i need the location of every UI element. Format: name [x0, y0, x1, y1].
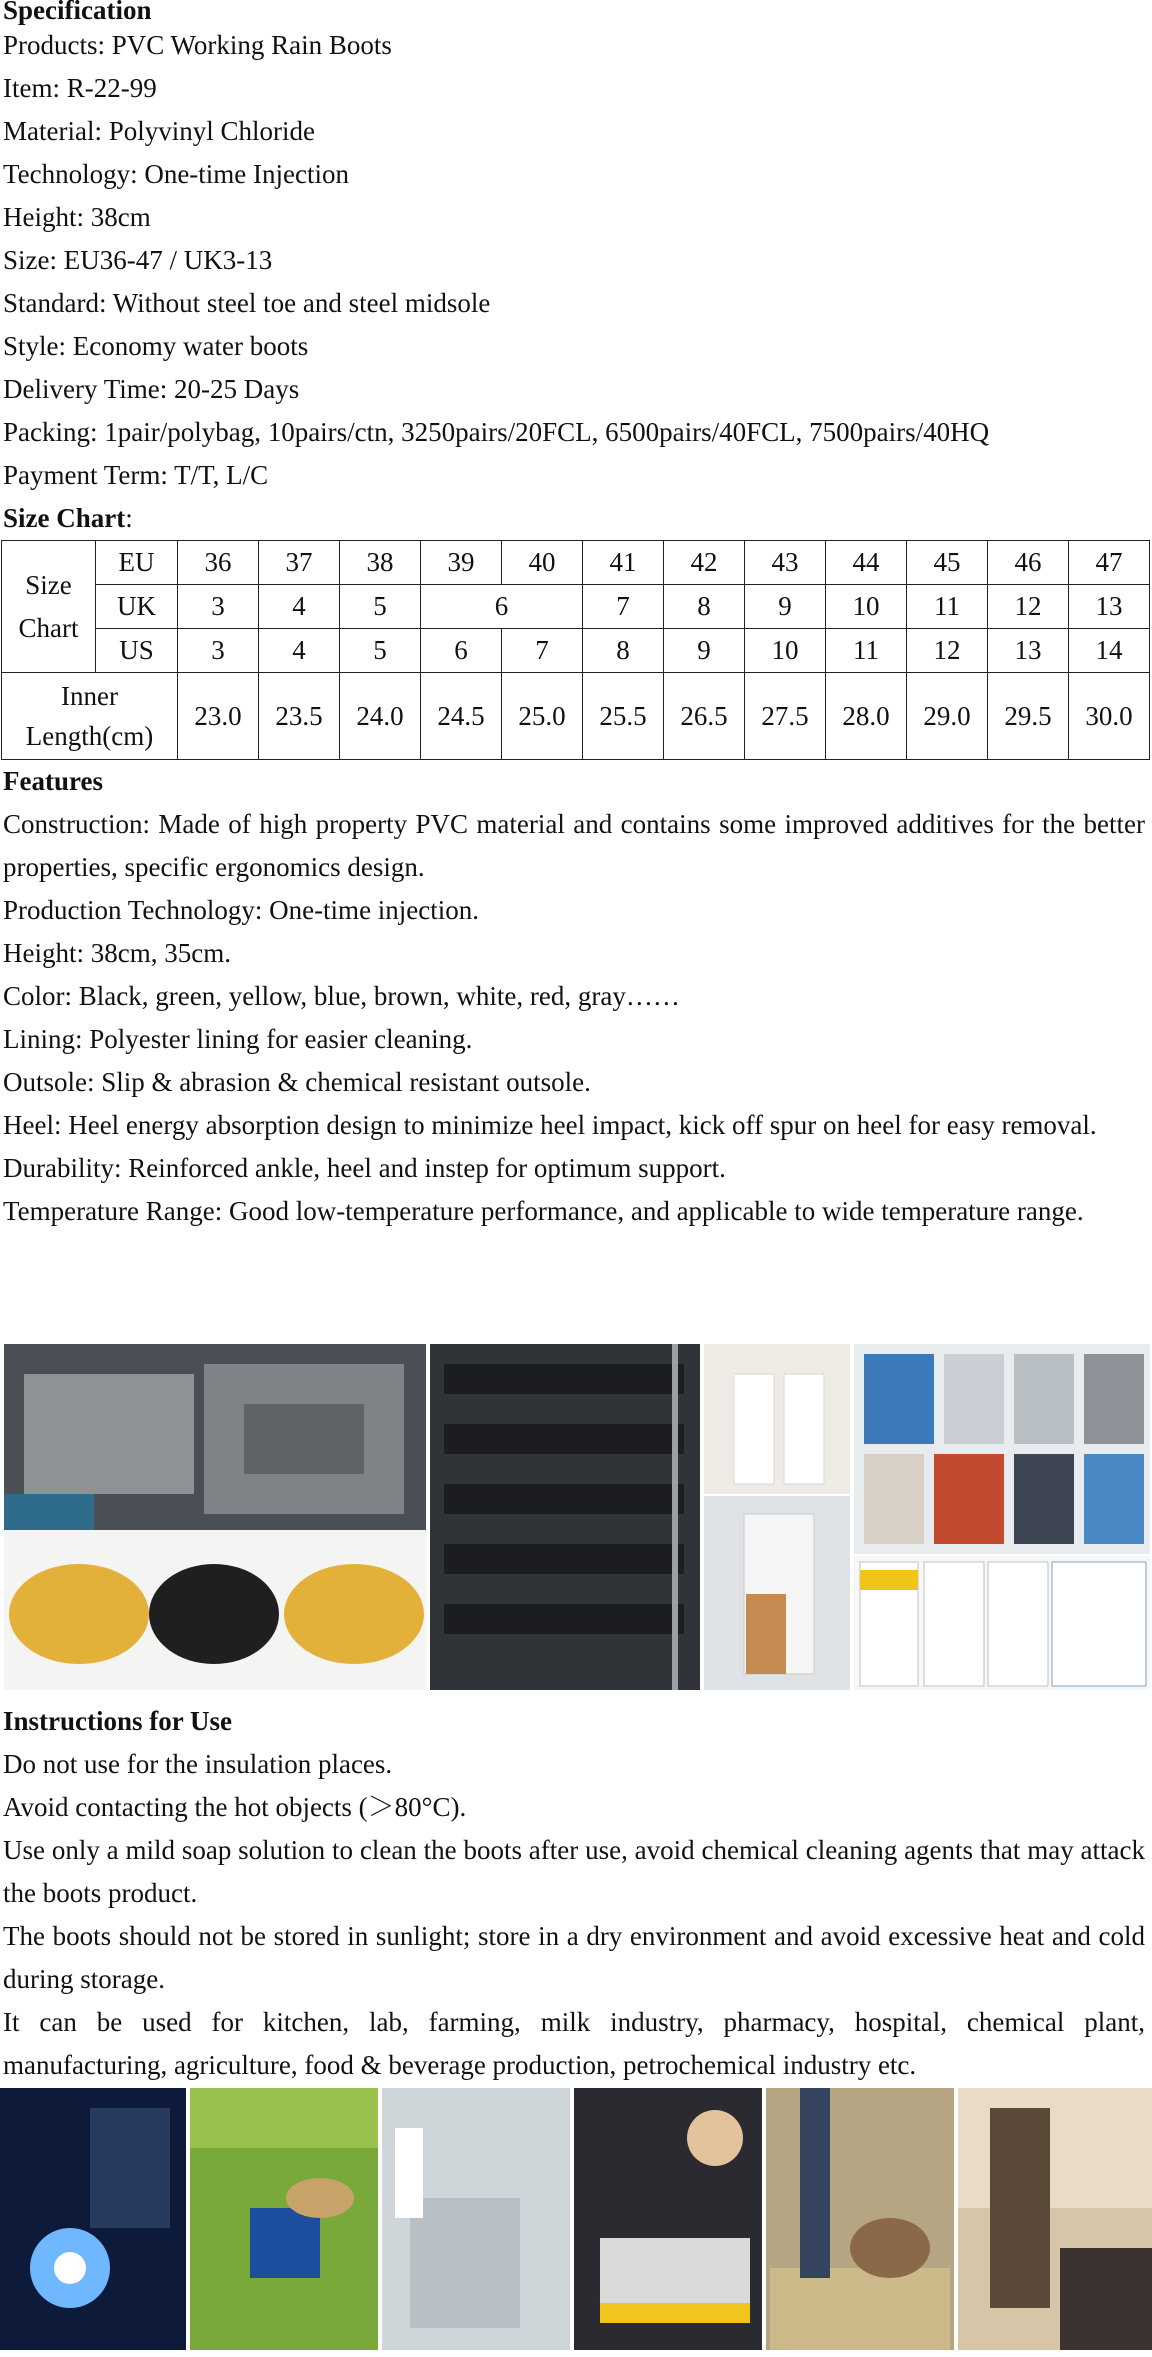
- instruction-item: It can be used for kitchen, lab, farming, milk industry, pharmacy, hospital, chemical plant, manufacturing, agriculture, food & beverage production, petrochemical industry etc.: [3, 2007, 1145, 2080]
- instructions-section: [3, 1700, 1145, 2087]
- features-list: [3, 803, 1145, 1233]
- eu-cell: 43: [745, 541, 826, 585]
- eu-cell: 39: [421, 541, 502, 585]
- eu-cell: 44: [826, 541, 907, 585]
- us-cell: 4: [259, 629, 340, 673]
- spec-line: Item: R-22-99: [3, 73, 157, 103]
- us-cell: 11: [826, 629, 907, 673]
- eu-cell: 47: [1069, 541, 1150, 585]
- features-heading: Features: [3, 766, 103, 796]
- us-cell: 12: [907, 629, 988, 673]
- eu-cell: 46: [988, 541, 1069, 585]
- feature-item: Construction: Made of high property PVC material and contains some improved additives for the better properties, specific ergonomics design.: [3, 809, 1145, 882]
- spec-line: Payment Term: T/T, L/C: [3, 460, 269, 490]
- inner-cell: 23.0: [178, 673, 259, 760]
- us-label: US: [96, 629, 178, 673]
- spec-line: Size: EU36-47 / UK3-13: [3, 245, 273, 275]
- us-cell: 13: [988, 629, 1069, 673]
- us-cell: 10: [745, 629, 826, 673]
- inner-cell: 24.5: [421, 673, 502, 760]
- feature-item: Height: 38cm, 35cm.: [3, 938, 231, 968]
- application-strip-image: [0, 2088, 1152, 2350]
- spec-line: Height: 38cm: [3, 202, 151, 232]
- eu-cell: 37: [259, 541, 340, 585]
- us-cell: 8: [583, 629, 664, 673]
- uk-cell: 7: [583, 585, 664, 629]
- uk-cell: 13: [1069, 585, 1150, 629]
- inner-cell: 25.0: [502, 673, 583, 760]
- uk-cell: 5: [340, 585, 421, 629]
- size-row-eu: [2, 541, 1150, 585]
- feature-item: Temperature Range: Good low-temperature performance, and applicable to wide temperature range.: [3, 1196, 1084, 1226]
- instruction-item: Do not use for the insulation places.: [3, 1749, 393, 1779]
- spec-line: Style: Economy water boots: [3, 331, 309, 361]
- inner-cell: 25.5: [583, 673, 664, 760]
- us-cell: 14: [1069, 629, 1150, 673]
- uk-cell: 8: [664, 585, 745, 629]
- spec-line: Material: Polyvinyl Chloride: [3, 116, 315, 146]
- spec-line: Products: PVC Working Rain Boots: [3, 30, 392, 60]
- uk-cell: 9: [745, 585, 826, 629]
- uk-label: UK: [96, 585, 178, 629]
- uk-cell: 11: [907, 585, 988, 629]
- size-chart-heading: [3, 497, 1145, 540]
- us-cell: 7: [502, 629, 583, 673]
- inner-cell: 27.5: [745, 673, 826, 760]
- feature-item: Heel: Heel energy absorption design to minimize heel impact, kick off spur on heel for easy removal.: [3, 1110, 1097, 1140]
- us-cell: 9: [664, 629, 745, 673]
- us-cell: 5: [340, 629, 421, 673]
- size-chart-heading-text: Size Chart: [3, 503, 126, 533]
- eu-cell: 41: [583, 541, 664, 585]
- uk-cell: 4: [259, 585, 340, 629]
- feature-item: Durability: Reinforced ankle, heel and instep for optimum support.: [3, 1153, 726, 1183]
- instruction-item: Use only a mild soap solution to clean the boots after use, avoid chemical cleaning agents that may attack the boots product.: [3, 1835, 1145, 1908]
- inner-length-label-line2: Length(cm): [25, 721, 154, 751]
- feature-item: Lining: Polyester lining for easier cleaning.: [3, 1024, 473, 1054]
- eu-cell: 45: [907, 541, 988, 585]
- inner-cell: 29.5: [988, 673, 1069, 760]
- eu-cell: 38: [340, 541, 421, 585]
- size-chart-table: [1, 540, 1150, 760]
- inner-cell: 28.0: [826, 673, 907, 760]
- spec-line: Packing: 1pair/polybag, 10pairs/ctn, 3250pairs/20FCL, 6500pairs/40FCL, 7500pairs/40HQ: [3, 417, 990, 447]
- inner-cell: 26.5: [664, 673, 745, 760]
- document: [3, 0, 1145, 1233]
- spec-heading: Specification: [3, 0, 152, 25]
- size-chart-row-label-text: Size Chart: [18, 569, 79, 643]
- feature-item: Production Technology: One-time injection.: [3, 895, 480, 925]
- factory-collage-image: [4, 1344, 1150, 1690]
- eu-cell: 36: [178, 541, 259, 585]
- inner-length-label-line1: Inner: [61, 681, 118, 711]
- uk-cell: 3: [178, 585, 259, 629]
- inner-cell: 23.5: [259, 673, 340, 760]
- eu-label: EU: [96, 541, 178, 585]
- spec-line: Delivery Time: 20-25 Days: [3, 374, 300, 404]
- eu-cell: 42: [664, 541, 745, 585]
- uk-cell: 10: [826, 585, 907, 629]
- instructions-heading: Instructions for Use: [3, 1706, 232, 1736]
- spec-line: Technology: One-time Injection: [3, 159, 350, 189]
- instruction-item: Avoid contacting the hot objects (＞80°C).: [3, 1792, 467, 1822]
- size-chart-row-label: [2, 541, 96, 673]
- uk-cell: 6: [421, 585, 583, 629]
- factory-photo-collage: [4, 1344, 1150, 1690]
- inner-cell: 29.0: [907, 673, 988, 760]
- us-cell: 3: [178, 629, 259, 673]
- feature-item: Color: Black, green, yellow, blue, brown, white, red, gray……: [3, 981, 680, 1011]
- size-row-inner-length: [2, 673, 1150, 760]
- inner-length-label: [2, 673, 178, 760]
- feature-item: Outsole: Slip & abrasion & chemical resistant outsole.: [3, 1067, 591, 1097]
- us-cell: 6: [421, 629, 502, 673]
- size-row-uk: [2, 585, 1150, 629]
- inner-cell: 24.0: [340, 673, 421, 760]
- uk-cell: 12: [988, 585, 1069, 629]
- instruction-item: The boots should not be stored in sunlight; store in a dry environment and avoid excessive heat and cold during storage.: [3, 1921, 1145, 1994]
- spec-line: Standard: Without steel toe and steel midsole: [3, 288, 491, 318]
- size-row-us: [2, 629, 1150, 673]
- eu-cell: 40: [502, 541, 583, 585]
- size-chart-heading-colon: :: [125, 503, 133, 533]
- spec-list: [3, 24, 1145, 497]
- inner-cell: 30.0: [1069, 673, 1150, 760]
- application-photo-strip: [0, 2088, 1152, 2350]
